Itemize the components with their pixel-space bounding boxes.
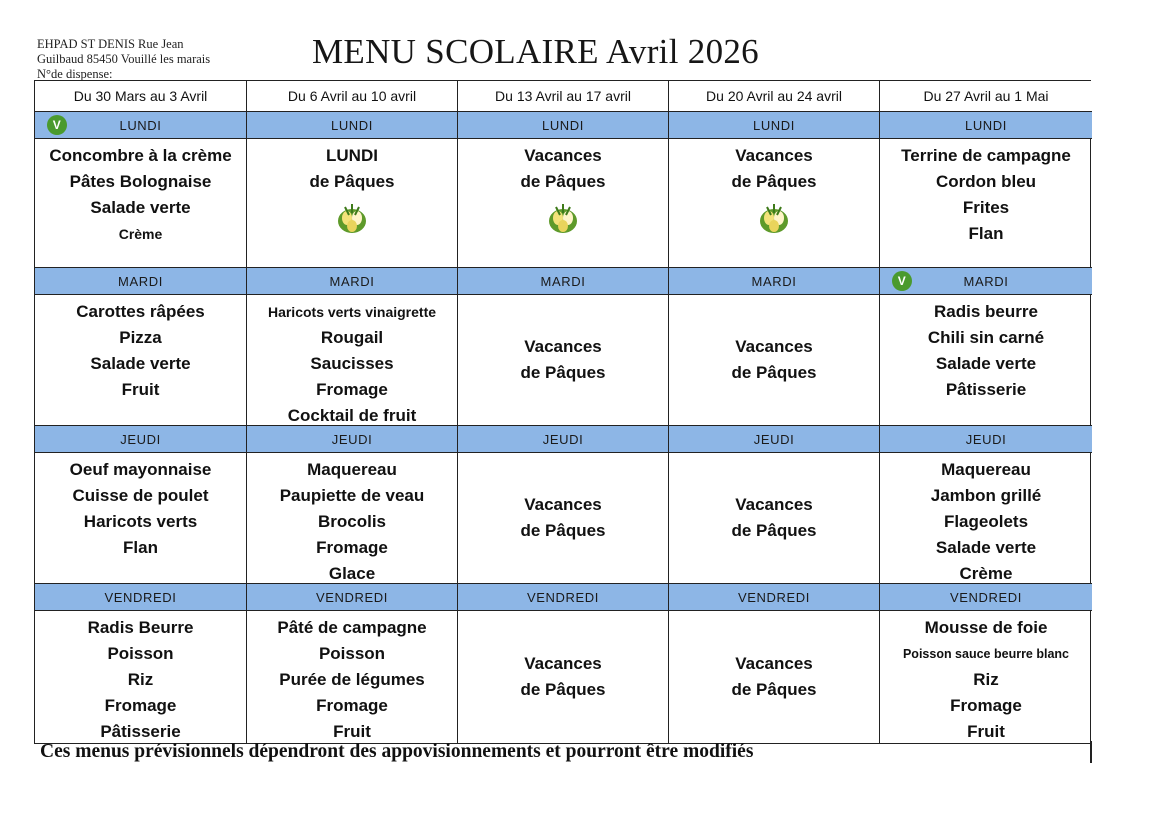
dish: de Pâques [731, 680, 817, 699]
menu-table [34, 80, 1091, 744]
menu-row-jeudi [35, 453, 1090, 584]
dish: de Pâques [520, 363, 606, 382]
menu-cell [35, 139, 247, 268]
day-row-vendredi [35, 584, 1090, 611]
vegetarian-icon: V [892, 271, 912, 291]
menu-cell [458, 139, 669, 268]
menu-cell [247, 295, 458, 426]
vegetarian-icon: V [47, 115, 67, 135]
dish: de Pâques [309, 172, 395, 191]
menu-cell [458, 453, 669, 584]
menu-cell [247, 139, 458, 268]
day-label: JEUDI [880, 426, 1092, 453]
dish: Vacances [524, 654, 602, 673]
menu-cell [458, 295, 669, 426]
dish: Poisson sauce beurre blanc [902, 647, 1070, 661]
dish: Haricots verts [83, 512, 198, 531]
dish: Poisson [107, 644, 174, 663]
day-label: VENDREDI [35, 584, 247, 611]
dish: Vacances [524, 495, 602, 514]
dish: Radis beurre [934, 302, 1038, 321]
menu-cell [880, 295, 1092, 426]
week-header: Du 13 Avril au 17 avril [458, 81, 669, 112]
dish: Glace [328, 564, 376, 583]
day-label: JEUDI [458, 426, 669, 453]
dish: Salade verte [90, 198, 191, 217]
menu-row-lundi [35, 139, 1090, 268]
menu-cell [458, 611, 669, 743]
easter-eggs-icon [546, 199, 580, 237]
dish: Purée de légumes [279, 670, 425, 689]
dish: de Pâques [731, 172, 817, 191]
day-label-text: MARDI [963, 273, 1009, 289]
dish: Vacances [524, 337, 602, 356]
dish: Pâtes Bolognaise [69, 172, 212, 191]
dish: Poisson [318, 644, 386, 663]
dish: Cuisse de poulet [72, 486, 209, 505]
week-header: Du 6 Avril au 10 avril [247, 81, 458, 112]
dish: de Pâques [731, 521, 817, 540]
dish: Fromage [316, 696, 388, 715]
menu-cell [880, 139, 1092, 268]
dish: Fromage [316, 380, 388, 399]
dish: Riz [127, 670, 154, 689]
week-header-row [35, 81, 1090, 112]
dish: Frites [962, 198, 1010, 217]
day-label [880, 268, 1092, 295]
dish: Flan [968, 224, 1004, 243]
dish: Pizza [119, 328, 162, 347]
dish: Crème [959, 564, 1013, 583]
dish: Cordon bleu [935, 172, 1037, 191]
dish: Crème [118, 226, 163, 242]
footer-note: Ces menus prévisionnels dépendront des appovisionnements et pourront être modifiés [40, 741, 754, 762]
dish: Mousse de foie [924, 618, 1048, 637]
dish: Maquereau [307, 460, 397, 479]
day-label: MARDI [669, 268, 880, 295]
menu-cell [35, 453, 247, 584]
day-label-text: LUNDI [119, 117, 162, 133]
dish: Fromage [950, 696, 1022, 715]
dish: Riz [973, 670, 999, 689]
page-title: MENU SCOLAIRE Avril 2026 [312, 32, 759, 71]
menu-cell [35, 295, 247, 426]
dish: Vacances [735, 146, 813, 165]
dish: Vacances [735, 654, 813, 673]
dish: Cocktail de fruit [287, 406, 417, 425]
week-header: Du 27 Avril au 1 Mai [880, 81, 1092, 112]
day-label: LUNDI [669, 112, 880, 139]
menu-row-mardi [35, 295, 1090, 426]
menu-cell [669, 295, 880, 426]
dish: Vacances [735, 337, 813, 356]
easter-eggs-icon [757, 199, 791, 237]
dish: de Pâques [520, 680, 606, 699]
day-label: MARDI [247, 268, 458, 295]
dish: Flageolets [943, 512, 1029, 531]
establishment-info [37, 37, 210, 82]
dish: Radis Beurre [87, 618, 194, 637]
dish: Maquereau [941, 460, 1031, 479]
dish: Rougail [320, 328, 384, 347]
dish: Jambon grillé [930, 486, 1042, 505]
dish: Paupiette de veau [279, 486, 425, 505]
dish: Fruit [333, 722, 371, 741]
menu-cell [880, 611, 1092, 743]
border-line [1090, 741, 1092, 763]
dish: Fromage [104, 696, 177, 715]
dish: Fruit [121, 380, 160, 399]
menu-cell [880, 453, 1092, 584]
dish: Vacances [524, 146, 602, 165]
week-header: Du 30 Mars au 3 Avril [35, 81, 247, 112]
menu-cell [247, 611, 458, 743]
day-label: MARDI [35, 268, 247, 295]
menu-cell [669, 139, 880, 268]
menu-cell [669, 611, 880, 743]
dish: Carottes râpées [76, 302, 205, 321]
day-label: LUNDI [247, 112, 458, 139]
dish: Saucisses [310, 354, 394, 373]
day-label: VENDREDI [669, 584, 880, 611]
menu-row-vendredi [35, 611, 1090, 743]
dish: LUNDI [326, 146, 378, 165]
day-label: VENDREDI [880, 584, 1092, 611]
dish: de Pâques [520, 172, 606, 191]
menu-cell [35, 611, 247, 743]
day-row-lundi [35, 112, 1090, 139]
dish: Fruit [967, 722, 1005, 741]
day-label: JEUDI [247, 426, 458, 453]
dish: Pâtisserie [945, 380, 1027, 399]
dish: de Pâques [731, 363, 817, 382]
dish: Haricots verts vinaigrette [267, 304, 437, 320]
week-header: Du 20 Avril au 24 avril [669, 81, 880, 112]
day-label: JEUDI [669, 426, 880, 453]
dish: Vacances [735, 495, 813, 514]
day-label: LUNDI [880, 112, 1092, 139]
day-label: JEUDI [35, 426, 247, 453]
menu-cell [669, 453, 880, 584]
dish: de Pâques [520, 521, 606, 540]
day-row-mardi [35, 268, 1090, 295]
dish: Flan [123, 538, 158, 557]
day-label [35, 112, 247, 139]
dish: Pâté de campagne [277, 618, 427, 637]
day-label: VENDREDI [458, 584, 669, 611]
dish: Fromage [316, 538, 388, 557]
dish: Salade verte [935, 538, 1037, 557]
day-label: LUNDI [458, 112, 669, 139]
dish: Oeuf mayonnaise [69, 460, 212, 479]
menu-cell [247, 453, 458, 584]
address-line-3: N°de dispense: [37, 67, 113, 81]
address-line-1: EHPAD ST DENIS Rue Jean [37, 37, 184, 51]
day-row-jeudi [35, 426, 1090, 453]
day-label: VENDREDI [247, 584, 458, 611]
dish: Chili sin carné [927, 328, 1045, 347]
dish: Salade verte [935, 354, 1037, 373]
address-line-2: Guilbaud 85450 Vouillé les marais [37, 52, 211, 66]
day-label: MARDI [458, 268, 669, 295]
dish: Salade verte [90, 354, 191, 373]
dish: Brocolis [317, 512, 387, 531]
dish: Concombre à la crème [49, 146, 232, 165]
dish: Pâtisserie [100, 722, 181, 741]
easter-eggs-icon [335, 199, 369, 237]
dish: Terrine de campagne [901, 146, 1071, 165]
